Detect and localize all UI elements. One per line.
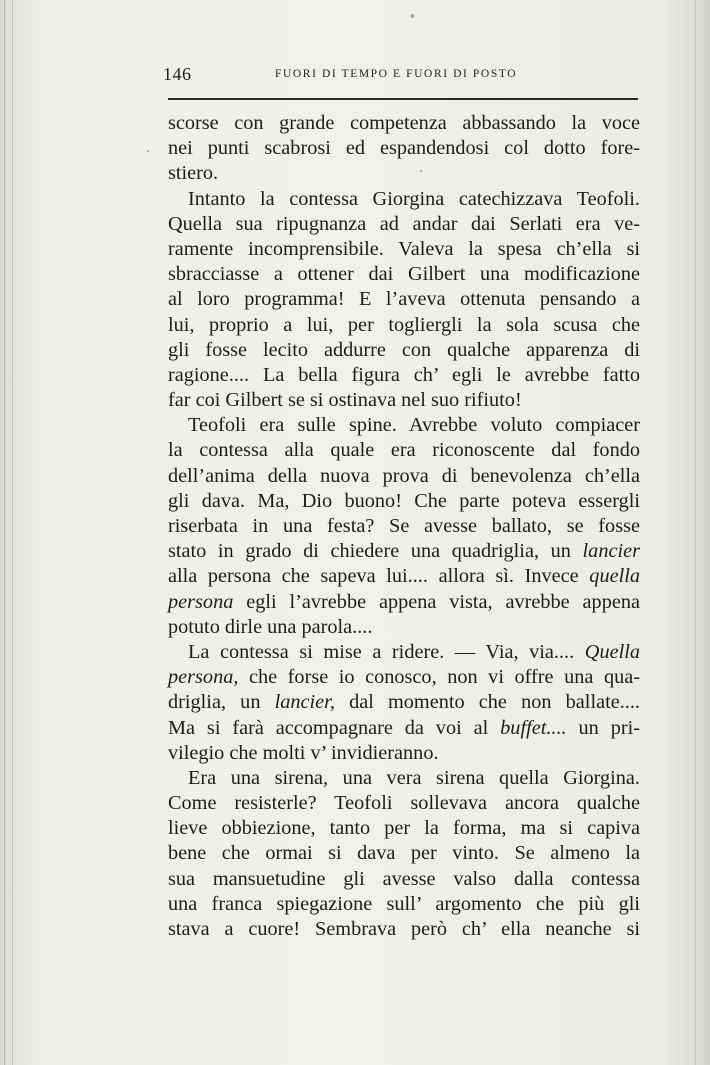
body-text (168, 111, 640, 942)
text-line (168, 539, 640, 564)
text-line (168, 816, 640, 841)
text-line (168, 136, 640, 161)
italic-text: persona (168, 590, 234, 613)
text-segment: la contessa alla quale era riconoscente dal fondo (168, 439, 640, 462)
page-edge-line (695, 0, 696, 1065)
text-line (168, 741, 640, 766)
text-line (168, 161, 640, 186)
text-segment: potuto dirle una parola.... (168, 615, 373, 638)
text-segment: dal momento che non ballate.... (334, 691, 640, 714)
paper-speck (411, 14, 414, 18)
text-segment: scorse con grande competenza abbassando la voce (168, 112, 640, 134)
page-edge-line (12, 0, 13, 1065)
text-segment: Intanto la contessa Giorgina catechizzava Teofoli. (188, 187, 640, 210)
text-segment: stava a cuore! Sembrava però ch’ ella neanche si (168, 918, 640, 940)
text-segment: dell’anima della nuova prova di benevolenza ch’ella (168, 464, 640, 487)
text-segment: riserbata in una festa? Se avesse ballato, se fosse (168, 515, 640, 537)
text-line (168, 212, 640, 237)
paper-speck (147, 150, 149, 152)
text-line (168, 464, 640, 489)
page-header (163, 64, 639, 88)
header-rule (168, 98, 638, 100)
text-segment: Come resisterle? Teofoli sollevava ancora qualche (168, 792, 640, 815)
page-edge-line (4, 0, 5, 1065)
text-segment: bene che ormai si dava per vinto. Se almeno la (168, 842, 640, 865)
text-segment: ragione.... La bella figura ch’ egli le avrebbe fatto (168, 363, 640, 386)
text-line (168, 237, 640, 262)
text-line (168, 791, 640, 816)
text-segment: una franca spiegazione sull’ argomento che più gli (168, 892, 640, 915)
text-line (168, 917, 640, 942)
text-segment: egli l’avrebbe appena vista, avrebbe appena (233, 590, 640, 613)
text-segment: driglia, un (168, 691, 275, 714)
text-line (168, 514, 640, 539)
text-segment: Teofoli era sulle spine. Avrebbe voluto compiacer (188, 414, 640, 437)
text-line (168, 262, 640, 287)
text-line (168, 615, 640, 640)
text-segment: sbracciasse a ottener dai Gilbert una modificazione (168, 263, 640, 286)
text-segment: ramente incomprensibile. Valeva la spesa ch’ella si (168, 237, 640, 260)
italic-text: Quella (584, 640, 640, 663)
italic-text: persona, (168, 666, 239, 689)
italic-text: quella (589, 565, 640, 588)
text-line (168, 716, 640, 741)
text-segment: far coi Gilbert se si ostinava nel suo rifiuto! (168, 389, 522, 412)
text-segment: Era una sirena, una vera sirena quella Giorgina. (188, 766, 640, 789)
text-segment: che forse io conosco, non vi offre una qua- (238, 666, 640, 689)
text-segment: vilegio che molti v’ invidieranno. (168, 741, 439, 764)
text-segment: Quella sua ripugnanza ad andar dai Serlati era ve- (168, 212, 640, 235)
text-segment: lui, proprio a lui, per togliergli la sola scusa che (168, 313, 640, 336)
text-segment: stato in grado di chiedere una quadriglia, un (168, 540, 583, 563)
text-line (168, 388, 640, 413)
text-segment: un pri- (566, 716, 640, 739)
text-segment: La contessa si mise a ridere. — Via, via.... (188, 640, 585, 663)
text-line (168, 841, 640, 866)
text-line (168, 564, 640, 589)
text-line (168, 111, 640, 136)
text-line (168, 892, 640, 917)
text-segment: sua mansuetudine gli avesse valso dalla contessa (168, 867, 640, 890)
text-line (168, 413, 640, 438)
text-segment: stiero. (168, 162, 219, 185)
text-line (168, 313, 640, 338)
text-line (168, 640, 640, 665)
text-line (168, 590, 640, 615)
italic-text: lancier, (274, 691, 335, 714)
text-line (168, 438, 640, 463)
text-line (168, 363, 640, 388)
text-segment: nei punti scabrosi ed espandendosi col dotto fore- (168, 137, 640, 160)
running-title: FUORI DI TEMPO E FUORI DI POSTO (275, 68, 518, 80)
text-line (168, 690, 640, 715)
text-segment: al loro programma! E l’aveva ottenuta pensando a (168, 288, 640, 311)
text-line (168, 287, 640, 312)
italic-text: lancier (582, 540, 640, 563)
page-number: 146 (163, 64, 192, 84)
italic-text: buffet.... (500, 716, 567, 739)
text-line (168, 338, 640, 363)
text-line (168, 867, 640, 892)
text-segment: lieve obbiezione, tanto per la forma, ma si capiva (168, 817, 640, 840)
text-segment: Ma si farà accompagnare da voi al (168, 716, 501, 739)
text-line (168, 665, 640, 690)
text-line (168, 187, 640, 212)
text-line (168, 766, 640, 791)
text-segment: gli dava. Ma, Dio buono! Che parte poteva essergli (168, 489, 640, 512)
text-segment: alla persona che sapeva lui.... allora sì. Invece (168, 565, 590, 588)
text-line (168, 489, 640, 514)
text-segment: gli fosse lecito addurre con qualche apparenza di (168, 338, 640, 361)
